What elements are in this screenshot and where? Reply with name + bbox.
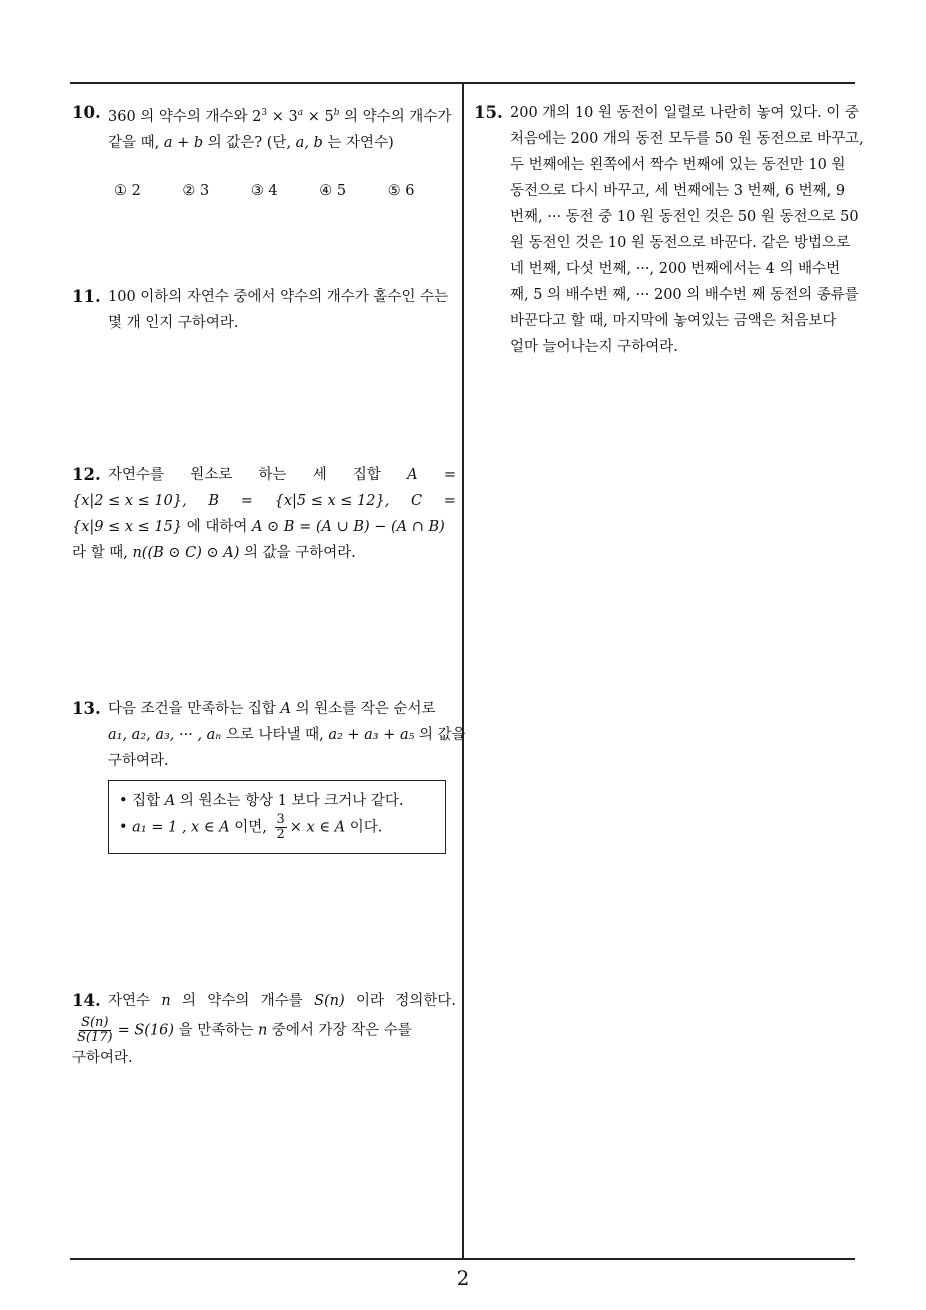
problem-text: 몇 개 인지 구하여라. xyxy=(108,315,239,331)
condition-box xyxy=(108,780,446,854)
problem-text: 얼마 늘어나는지 구하여라. xyxy=(510,339,678,355)
problem-text: {x|9 ≤ x ≤ 15} 에 대하여 A ⊙ B = (A ∪ B) − (A ∩ B) xyxy=(72,519,445,535)
answer-choices xyxy=(114,178,456,204)
problem-text: 째, 5 의 배수번 째, ··· 200 의 배수번 째 동전의 종류를 xyxy=(510,287,859,303)
problem-text: 같을 때, a + b 의 값은? (단, a, b 는 자연수) xyxy=(108,135,394,151)
problem-text: 두 번째에는 왼쪽에서 짝수 번째에 있는 동전만 10 원 xyxy=(510,157,846,173)
problem-number: 13. xyxy=(72,699,101,718)
problem-text: 번째, ··· 동전 중 10 원 동전인 것은 50 원 동전으로 50 xyxy=(510,209,859,225)
problem-number: 12. xyxy=(72,465,101,484)
fraction: $\frac{3}{2}$ xyxy=(276,812,285,842)
choice-2[interactable]: ② 3 xyxy=(182,183,210,199)
column-divider xyxy=(462,82,464,1259)
problem-text: 자연수 n 의 약수의 개수를 S(n) 이라 정의한다. xyxy=(108,993,456,1009)
problem-13 xyxy=(72,696,466,854)
choice-5[interactable]: ⑤ 6 xyxy=(387,183,415,199)
problem-text: {x|2 ≤ x ≤ 10}, B = {x|5 ≤ x ≤ 12}, C = xyxy=(72,493,456,509)
choice-4[interactable]: ④ 5 xyxy=(319,183,347,199)
problem-text: 360 의 약수의 개수와 $2^3 \times 3^a \times 5^b$ 의 약수의 개수가 xyxy=(108,108,452,125)
problem-text: a₁, a₂, a₃, ··· , aₙ 으로 나타낼 때, a₂ + a₃ + a₅ 의 값을 xyxy=(108,727,466,743)
problem-text: 구하여라. xyxy=(108,753,169,769)
problem-text: $\frac{S(n)}{S(17)}$ = S(16) 을 만족하는 n 중에서 가장 작은 수를 xyxy=(77,1015,412,1045)
condition-item: • 집합 A 의 원소는 항상 1 보다 크거나 같다. xyxy=(119,793,404,809)
problem-12 xyxy=(72,462,456,566)
problem-text: 라 할 때, n((B ⊙ C) ⊙ A) 의 값을 구하여라. xyxy=(72,545,356,561)
problem-number: 14. xyxy=(72,991,101,1010)
problem-text: 동전으로 다시 바꾸고, 세 번째에는 3 번째, 6 번째, 9 xyxy=(510,183,846,199)
page-number: 2 xyxy=(456,1266,470,1290)
problem-number: 11. xyxy=(72,287,101,306)
problem-text: 구하여라. xyxy=(72,1050,133,1066)
choice-1[interactable]: ① 2 xyxy=(114,183,141,199)
problem-text: 자연수를 원소로 하는 세 집합 A = xyxy=(108,467,456,483)
problem-11 xyxy=(72,284,456,336)
condition-item: • a₁ = 1 , x ∈ A 이면, $\frac{3}{2}$ × x ∈ A 이다. xyxy=(119,812,383,842)
problem-14 xyxy=(72,988,456,1071)
choice-3[interactable]: ③ 4 xyxy=(250,183,278,199)
problem-number: 15. xyxy=(474,103,503,122)
problem-15 xyxy=(474,100,864,360)
bottom-rule xyxy=(70,1258,855,1260)
problem-text: 다음 조건을 만족하는 집합 A 의 원소를 작은 순서로 xyxy=(108,701,436,717)
problem-number: 10. xyxy=(72,103,101,122)
problem-text: 200 개의 10 원 동전이 일렬로 나란히 놓여 있다. 이 중 xyxy=(510,105,859,121)
problem-text: 바꾼다고 할 때, 마지막에 놓여있는 금액은 처음보다 xyxy=(510,313,837,329)
problem-text: 100 이하의 자연수 중에서 약수의 개수가 홀수인 수는 xyxy=(108,289,449,305)
problem-10 xyxy=(72,100,456,204)
problem-text: 처음에는 200 개의 동전 모두를 50 원 동전으로 바꾸고, xyxy=(510,131,864,147)
fraction: $\frac{S(n)}{S(17)}$ xyxy=(77,1015,113,1045)
problem-text: 네 번째, 다섯 번째, ···, 200 번째에서는 4 의 배수번 xyxy=(510,261,841,277)
problem-text: 원 동전인 것은 10 원 동전으로 바꾼다. 같은 방법으로 xyxy=(510,235,851,251)
